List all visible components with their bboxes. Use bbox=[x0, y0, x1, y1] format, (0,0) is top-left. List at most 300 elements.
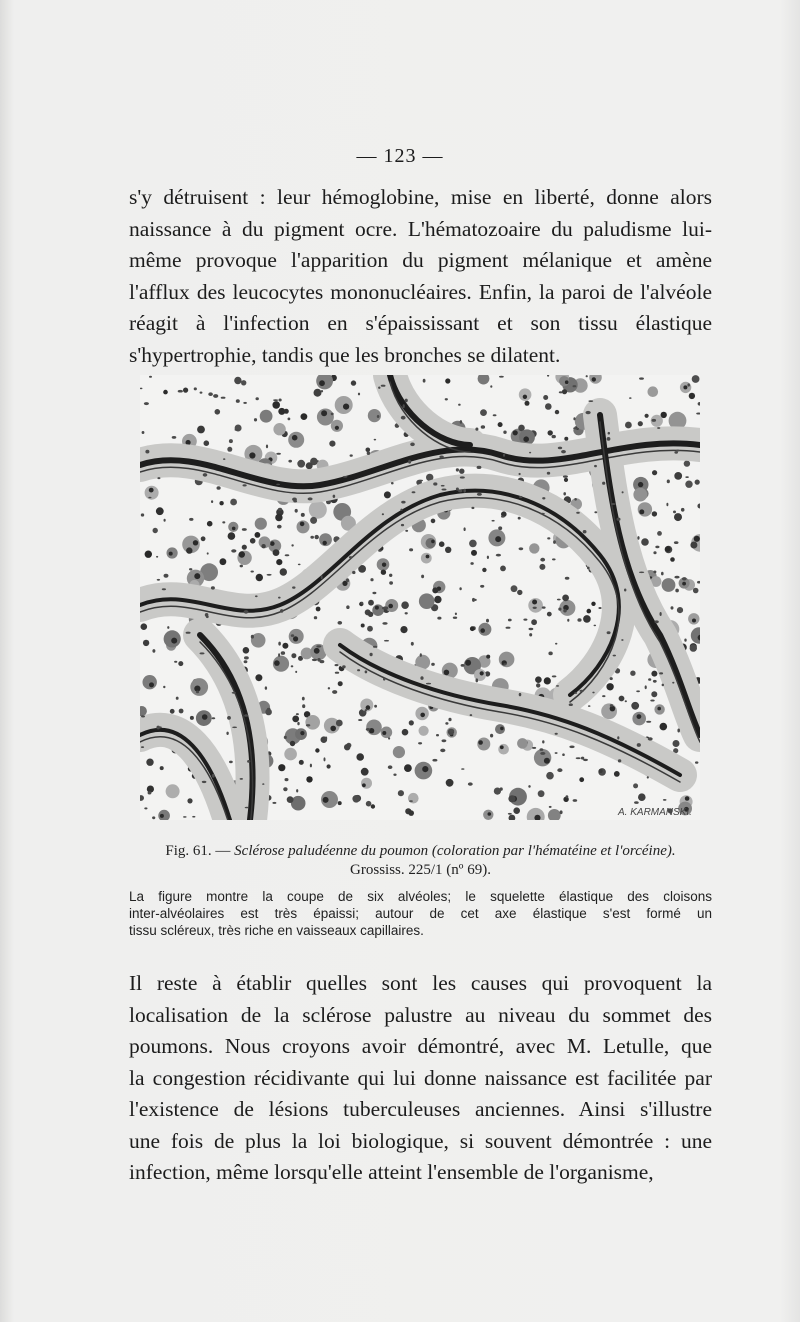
capillary-dot bbox=[279, 399, 282, 402]
capillary-dot bbox=[468, 782, 473, 785]
capillary-dot bbox=[441, 485, 445, 487]
capillary-dot bbox=[409, 548, 413, 551]
capillary-dot bbox=[148, 791, 152, 794]
capillary-dot bbox=[639, 377, 644, 379]
cell-nucleus bbox=[361, 768, 369, 776]
capillary-dot bbox=[563, 609, 567, 612]
cell-nucleus bbox=[229, 439, 233, 443]
capillary-dot bbox=[432, 759, 437, 762]
capillary-dot bbox=[278, 642, 281, 646]
capillary-dot bbox=[321, 575, 323, 579]
cell-nucleus bbox=[381, 727, 393, 739]
capillary-dot bbox=[594, 465, 597, 467]
capillary-dot bbox=[409, 800, 413, 802]
capillary-dot bbox=[647, 776, 649, 778]
capillary-dot bbox=[411, 642, 414, 646]
cell-nucleus bbox=[344, 744, 350, 750]
cell-nucleus bbox=[160, 766, 164, 770]
capillary-dot bbox=[583, 530, 587, 533]
capillary-dot bbox=[213, 394, 218, 398]
cell-nucleus bbox=[614, 771, 620, 777]
cell-nucleus bbox=[361, 778, 372, 789]
capillary-dot bbox=[540, 513, 545, 515]
capillary-dot bbox=[244, 656, 249, 659]
capillary-dot bbox=[361, 602, 363, 605]
cell-nucleus bbox=[631, 702, 639, 710]
cell-nucleus bbox=[445, 547, 451, 553]
capillary-dot bbox=[598, 607, 601, 609]
capillary-dot bbox=[178, 390, 183, 393]
capillary-dot bbox=[490, 734, 493, 738]
capillary-dot bbox=[685, 476, 689, 478]
cell-nucleus bbox=[220, 558, 227, 565]
cell-nucleus bbox=[186, 547, 192, 553]
capillary-dot bbox=[291, 634, 294, 637]
cell-nucleus bbox=[674, 472, 682, 480]
cell-nucleus-core bbox=[232, 527, 236, 531]
cell-nucleus-core bbox=[638, 482, 643, 487]
figure-title: Sclérose paludéenne du poumon (coloration par l'hématéine et l'orcéine). bbox=[234, 843, 676, 859]
cell-nucleus bbox=[367, 626, 373, 632]
capillary-dot bbox=[331, 413, 334, 416]
capillary-dot bbox=[648, 678, 651, 681]
capillary-dot bbox=[244, 660, 248, 663]
cell-nucleus bbox=[190, 716, 194, 720]
text-line: localisation de la sclérose palustre au niveau du sommet des bbox=[129, 1002, 712, 1027]
capillary-dot bbox=[607, 437, 611, 441]
cell-nucleus-core bbox=[480, 628, 485, 633]
cell-nucleus bbox=[499, 652, 515, 668]
cell-nucleus bbox=[338, 681, 343, 686]
capillary-dot bbox=[563, 475, 568, 477]
cell-nucleus bbox=[619, 696, 625, 702]
capillary-dot bbox=[370, 578, 373, 581]
capillary-dot bbox=[602, 482, 605, 485]
capillary-dot bbox=[519, 496, 522, 498]
cell-nucleus bbox=[314, 389, 322, 397]
capillary-dot bbox=[240, 778, 243, 780]
capillary-dot bbox=[200, 652, 205, 654]
capillary-dot bbox=[542, 497, 545, 499]
capillary-dot bbox=[144, 807, 147, 809]
capillary-dot bbox=[393, 774, 396, 776]
capillary-dot bbox=[610, 677, 613, 680]
capillary-dot bbox=[302, 697, 305, 701]
capillary-dot bbox=[674, 541, 679, 544]
cell-nucleus bbox=[536, 683, 540, 687]
cell-nucleus bbox=[517, 738, 528, 749]
capillary-dot bbox=[588, 705, 591, 707]
capillary-dot bbox=[506, 627, 511, 629]
capillary-dot bbox=[401, 524, 404, 526]
capillary-dot bbox=[365, 709, 367, 711]
capillary-dot bbox=[653, 551, 656, 554]
cell-nucleus bbox=[215, 409, 221, 415]
capillary-dot bbox=[412, 491, 416, 493]
cell-nucleus bbox=[327, 764, 331, 768]
cell-nucleus bbox=[219, 501, 223, 505]
text-line: une fois de plus la loi biologique, si souvent démontrée : une bbox=[129, 1128, 712, 1153]
cell-nucleus-core bbox=[169, 552, 173, 556]
capillary-dot bbox=[666, 503, 668, 506]
cell-nucleus bbox=[255, 518, 267, 530]
capillary-dot bbox=[231, 549, 236, 552]
capillary-dot bbox=[458, 404, 461, 406]
capillary-dot bbox=[157, 579, 160, 581]
capillary-dot bbox=[382, 607, 386, 610]
capillary-dot bbox=[586, 411, 591, 414]
capillary-dot bbox=[370, 653, 373, 656]
capillary-dot bbox=[490, 385, 492, 388]
capillary-dot bbox=[174, 661, 177, 663]
cell-nucleus bbox=[547, 612, 552, 617]
cell-nucleus bbox=[371, 804, 375, 808]
capillary-dot bbox=[542, 606, 546, 608]
capillary-dot bbox=[657, 427, 660, 429]
capillary-dot bbox=[388, 737, 390, 739]
capillary-dot bbox=[346, 605, 349, 609]
cell-nucleus bbox=[408, 793, 419, 804]
capillary-dot bbox=[552, 675, 557, 677]
cell-nucleus bbox=[470, 626, 475, 631]
capillary-dot bbox=[503, 663, 506, 665]
capillary-dot bbox=[659, 672, 663, 674]
cell-nucleus-core bbox=[323, 797, 329, 803]
capillary-dot bbox=[464, 527, 466, 531]
cell-nucleus bbox=[292, 716, 299, 723]
cell-nucleus bbox=[500, 566, 506, 572]
cell-nucleus-core bbox=[523, 395, 527, 399]
capillary-dot bbox=[232, 727, 237, 729]
capillary-dot bbox=[569, 703, 573, 706]
cell-nucleus bbox=[445, 378, 450, 383]
capillary-dot bbox=[553, 540, 556, 544]
text-line: l'existence de lésions tuberculeuses anciennes. Ainsi s'illustre bbox=[129, 1097, 712, 1121]
cell-nucleus-core bbox=[362, 783, 366, 787]
capillary-dot bbox=[285, 554, 290, 556]
cell-nucleus-core bbox=[592, 377, 596, 381]
capillary-dot bbox=[296, 713, 299, 715]
cell-nucleus-core bbox=[420, 713, 425, 718]
capillary-dot bbox=[624, 589, 626, 592]
cell-nucleus bbox=[486, 655, 490, 659]
cell-nucleus bbox=[207, 521, 213, 527]
capillary-dot bbox=[646, 721, 651, 723]
cell-nucleus-core bbox=[300, 731, 304, 735]
capillary-dot bbox=[227, 716, 231, 720]
capillary-dot bbox=[636, 690, 640, 692]
capillary-dot bbox=[157, 477, 160, 479]
cell-nucleus bbox=[179, 709, 184, 714]
description-line: inter-alvéolaires est très épaissi; autour de cet axe élastique s'est formé un bbox=[129, 906, 712, 921]
capillary-dot bbox=[565, 577, 570, 580]
cell-nucleus bbox=[645, 414, 649, 418]
capillary-dot bbox=[240, 565, 243, 568]
cell-nucleus-core bbox=[637, 714, 642, 719]
capillary-dot bbox=[660, 612, 662, 616]
capillary-dot bbox=[401, 501, 405, 504]
capillary-dot bbox=[654, 620, 658, 623]
cell-nucleus bbox=[156, 507, 164, 515]
capillary-dot bbox=[288, 418, 291, 421]
capillary-dot bbox=[519, 473, 521, 475]
cell-nucleus bbox=[583, 615, 591, 623]
cell-nucleus bbox=[166, 784, 180, 798]
capillary-dot bbox=[308, 497, 313, 500]
cell-nucleus-core bbox=[194, 573, 200, 579]
cell-nucleus bbox=[409, 720, 414, 725]
text-line: l'afflux des leucocytes mononucléaires. Enfin, la paroi de l'alvéole bbox=[129, 279, 712, 304]
page-number: — 123 — bbox=[356, 145, 444, 167]
capillary-dot bbox=[576, 512, 580, 514]
cell-nucleus bbox=[564, 478, 568, 482]
capillary-dot bbox=[255, 595, 258, 597]
capillary-dot bbox=[278, 653, 280, 657]
capillary-dot bbox=[243, 402, 247, 404]
cell-nucleus bbox=[531, 619, 537, 625]
paragraph-top bbox=[129, 182, 712, 371]
capillary-dot bbox=[352, 571, 355, 574]
paragraph-bottom bbox=[129, 968, 712, 1189]
capillary-dot bbox=[449, 729, 454, 733]
capillary-dot bbox=[152, 649, 155, 653]
capillary-dot bbox=[223, 458, 225, 460]
capillary-dot bbox=[445, 722, 448, 725]
capillary-dot bbox=[650, 700, 654, 702]
cell-nucleus-core bbox=[495, 536, 501, 542]
capillary-dot bbox=[221, 397, 226, 399]
capillary-dot bbox=[563, 492, 566, 495]
capillary-dot bbox=[373, 646, 377, 648]
cell-nucleus-core bbox=[426, 555, 430, 559]
capillary-dot bbox=[608, 432, 610, 435]
capillary-dot bbox=[437, 617, 441, 620]
cell-nucleus bbox=[651, 691, 657, 697]
capillary-dot bbox=[288, 460, 292, 463]
cell-nucleus-core bbox=[270, 541, 275, 546]
capillary-dot bbox=[458, 490, 462, 493]
cell-nucleus bbox=[690, 542, 697, 549]
capillary-dot bbox=[358, 719, 362, 721]
cell-nucleus bbox=[356, 753, 364, 761]
cell-nucleus bbox=[525, 401, 530, 406]
cell-nucleus bbox=[648, 386, 659, 397]
capillary-dot bbox=[470, 714, 473, 716]
capillary-dot bbox=[384, 640, 389, 642]
cell-nucleus-core bbox=[202, 714, 208, 720]
cell-nucleus bbox=[689, 393, 695, 399]
capillary-dot bbox=[418, 742, 422, 744]
cell-nucleus bbox=[260, 410, 273, 423]
capillary-dot bbox=[389, 574, 392, 577]
capillary-dot bbox=[203, 473, 208, 477]
cell-nucleus bbox=[193, 540, 198, 545]
capillary-dot bbox=[277, 525, 282, 529]
capillary-dot bbox=[634, 704, 637, 706]
cell-nucleus-core bbox=[293, 636, 298, 641]
capillary-dot bbox=[540, 748, 544, 751]
cell-nucleus bbox=[633, 783, 638, 788]
capillary-dot bbox=[310, 764, 312, 768]
capillary-dot bbox=[503, 431, 506, 434]
capillary-dot bbox=[574, 498, 577, 501]
capillary-dot bbox=[365, 670, 368, 673]
capillary-dot bbox=[461, 664, 465, 667]
text-line: réagit à l'infection en s'épaississant et son tissu élastique bbox=[129, 311, 712, 335]
cell-nucleus-core bbox=[657, 707, 661, 711]
capillary-dot bbox=[200, 392, 203, 394]
capillary-dot bbox=[618, 759, 621, 762]
capillary-dot bbox=[594, 625, 597, 627]
capillary-dot bbox=[557, 768, 562, 772]
cell-nucleus bbox=[284, 748, 297, 761]
capillary-dot bbox=[617, 736, 619, 739]
cell-nucleus-core bbox=[382, 563, 386, 567]
capillary-dot bbox=[372, 592, 376, 594]
capillary-dot bbox=[247, 760, 250, 763]
capillary-dot bbox=[244, 610, 249, 614]
cell-nucleus bbox=[272, 401, 280, 409]
capillary-dot bbox=[389, 581, 393, 584]
capillary-dot bbox=[403, 404, 405, 408]
cell-nucleus bbox=[305, 715, 320, 730]
capillary-dot bbox=[459, 587, 461, 590]
cell-nucleus bbox=[287, 796, 294, 803]
capillary-dot bbox=[587, 567, 590, 570]
capillary-dot bbox=[366, 728, 370, 731]
capillary-dot bbox=[439, 456, 443, 459]
cell-nucleus-core bbox=[478, 740, 483, 745]
text-line: s'hypertrophie, tandis que les bronches se dilatent. bbox=[129, 342, 561, 367]
capillary-dot bbox=[273, 399, 278, 401]
capillary-dot bbox=[445, 398, 448, 400]
cell-nucleus bbox=[404, 764, 412, 772]
capillary-dot bbox=[256, 397, 259, 400]
cell-nucleus bbox=[290, 741, 295, 746]
illustrator-signature: A. KARMANSKI. bbox=[618, 807, 692, 818]
capillary-dot bbox=[477, 493, 482, 496]
cell-nucleus bbox=[368, 612, 373, 617]
capillary-dot bbox=[236, 399, 240, 403]
text-line: poumons. Nous croyons avoir démontré, avec M. Letulle, que bbox=[129, 1034, 712, 1058]
capillary-dot bbox=[561, 450, 566, 453]
cell-nucleus bbox=[241, 380, 246, 385]
text-line: naissance à du pigment ocre. L'hématozoaire du paludisme lui- bbox=[129, 216, 712, 241]
cell-nucleus bbox=[539, 564, 545, 570]
cell-nucleus-core bbox=[422, 766, 428, 772]
cell-nucleus bbox=[606, 683, 613, 690]
capillary-dot bbox=[547, 537, 550, 539]
capillary-dot bbox=[622, 491, 624, 493]
capillary-dot bbox=[594, 511, 597, 513]
cell-nucleus-core bbox=[694, 536, 700, 542]
capillary-dot bbox=[682, 577, 687, 580]
cell-nucleus bbox=[315, 748, 319, 752]
capillary-dot bbox=[314, 616, 317, 619]
cell-nucleus bbox=[366, 720, 382, 736]
cell-nucleus-core bbox=[274, 660, 280, 666]
capillary-dot bbox=[328, 687, 330, 689]
capillary-dot bbox=[547, 472, 550, 475]
capillary-dot bbox=[681, 508, 685, 512]
capillary-dot bbox=[189, 568, 192, 570]
capillary-dot bbox=[653, 680, 657, 683]
capillary-dot bbox=[208, 392, 213, 396]
capillary-dot bbox=[262, 783, 264, 785]
capillary-dot bbox=[558, 447, 562, 450]
capillary-dot bbox=[540, 752, 545, 755]
cell-nucleus-core bbox=[149, 488, 154, 493]
capillary-dot bbox=[156, 556, 158, 558]
capillary-dot bbox=[283, 787, 287, 791]
cell-nucleus-core bbox=[335, 426, 339, 430]
cell-nucleus-core bbox=[692, 619, 696, 623]
capillary-dot bbox=[342, 665, 346, 668]
cell-nucleus bbox=[291, 653, 296, 658]
capillary-dot bbox=[552, 435, 556, 438]
capillary-dot bbox=[229, 761, 233, 764]
cell-nucleus bbox=[306, 462, 313, 469]
cell-nucleus bbox=[275, 514, 282, 521]
capillary-dot bbox=[671, 606, 674, 609]
capillary-dot bbox=[254, 418, 257, 421]
histology-illustration bbox=[140, 375, 700, 820]
capillary-dot bbox=[284, 736, 287, 739]
cell-nucleus bbox=[529, 543, 539, 553]
cell-nucleus bbox=[329, 441, 335, 447]
capillary-dot bbox=[278, 597, 281, 599]
cell-nucleus bbox=[366, 801, 372, 807]
capillary-dot bbox=[574, 692, 577, 694]
cell-nucleus bbox=[366, 448, 371, 453]
capillary-dot bbox=[453, 617, 457, 619]
capillary-dot bbox=[235, 429, 239, 431]
capillary-dot bbox=[144, 402, 149, 405]
cell-nucleus bbox=[469, 540, 477, 548]
capillary-dot bbox=[317, 658, 320, 662]
cell-nucleus bbox=[368, 600, 374, 606]
capillary-dot bbox=[192, 816, 195, 818]
cell-nucleus bbox=[508, 795, 515, 802]
cell-nucleus bbox=[638, 793, 646, 801]
capillary-dot bbox=[558, 608, 561, 611]
cell-nucleus bbox=[183, 388, 188, 393]
capillary-dot bbox=[648, 737, 653, 740]
capillary-dot bbox=[661, 572, 664, 576]
capillary-dot bbox=[251, 635, 254, 639]
cell-nucleus bbox=[227, 447, 232, 452]
capillary-dot bbox=[607, 631, 611, 634]
capillary-dot bbox=[503, 454, 505, 457]
cell-nucleus bbox=[284, 409, 289, 414]
cell-nucleus-core bbox=[513, 430, 518, 435]
capillary-dot bbox=[556, 685, 559, 687]
capillary-dot bbox=[674, 451, 678, 454]
cell-nucleus bbox=[299, 760, 304, 765]
capillary-dot bbox=[420, 676, 423, 680]
cell-nucleus-core bbox=[375, 606, 379, 610]
capillary-dot bbox=[617, 518, 621, 521]
capillary-dot bbox=[637, 536, 639, 540]
cell-nucleus-core bbox=[523, 436, 529, 442]
cell-nucleus bbox=[657, 531, 662, 536]
capillary-dot bbox=[332, 690, 337, 694]
capillary-dot bbox=[695, 761, 698, 763]
capillary-dot bbox=[291, 665, 294, 667]
capillary-dot bbox=[302, 704, 305, 708]
cell-nucleus bbox=[273, 423, 285, 435]
capillary-dot bbox=[662, 684, 664, 687]
